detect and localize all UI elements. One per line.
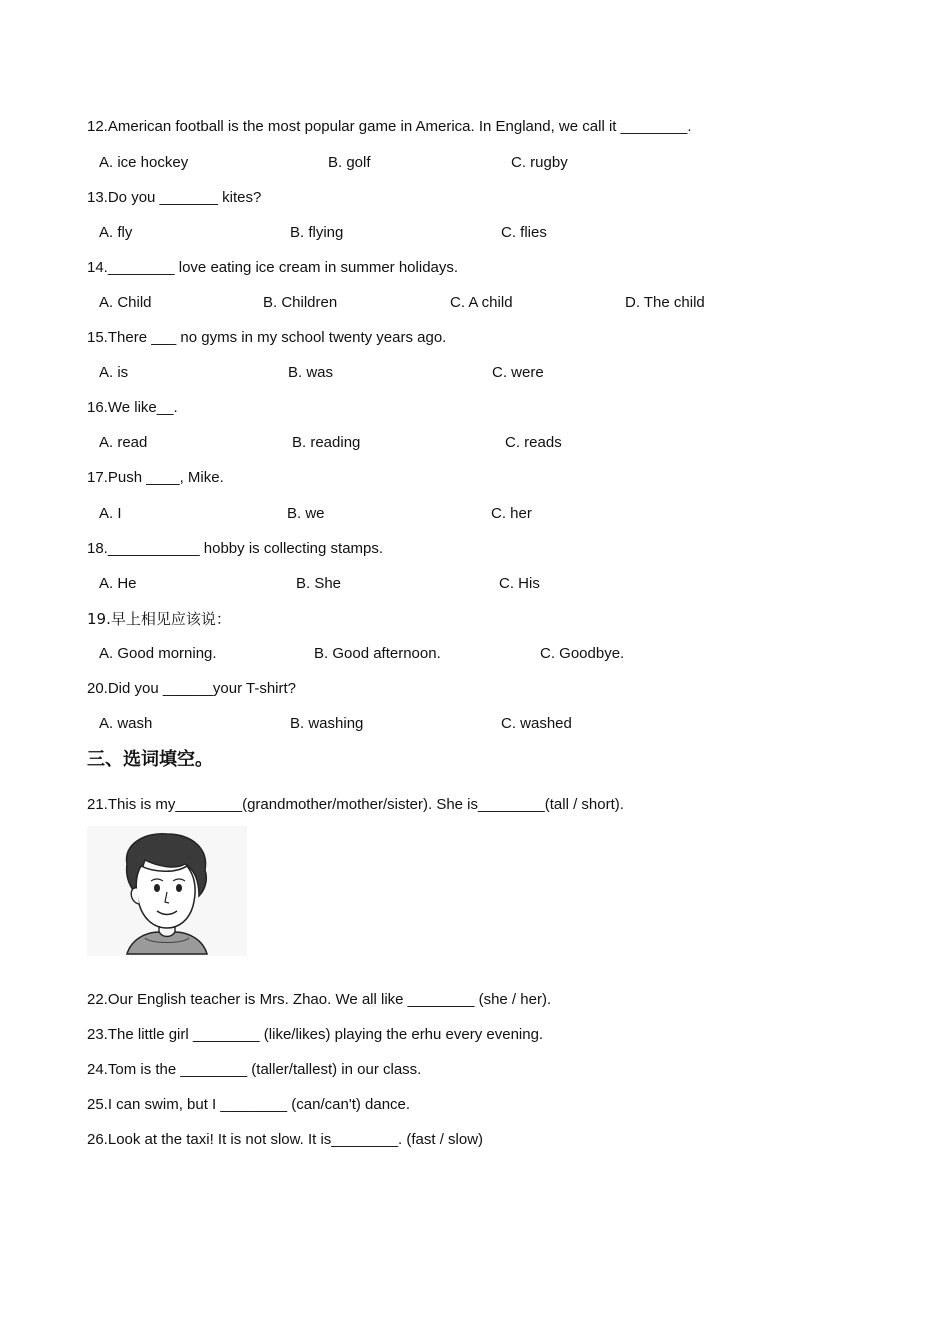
question-18: 18.___________ hobby is collecting stamps. [87, 540, 384, 557]
woman-portrait-icon [87, 826, 247, 956]
q18-option-b: B. She [296, 575, 342, 592]
q14-option-c: C. A child [450, 294, 513, 311]
question-20: 20.Did you ______your T-shirt? [87, 680, 297, 697]
q19-option-b: B. Good afternoon. [314, 645, 441, 662]
q20-option-b: B. washing [290, 715, 364, 732]
question-16: 16.We like__. [87, 399, 178, 416]
q16-option-b: B. reading [292, 434, 361, 451]
q14-option-d: D. The child [625, 294, 705, 311]
question-22: 22.Our English teacher is Mrs. Zhao. We all like ________ (she / her). [87, 991, 552, 1008]
q14-option-b: B. Children [263, 294, 338, 311]
question-14: 14.________ love eating ice cream in summer holidays. [87, 259, 459, 276]
q20-option-c: C. washed [501, 715, 572, 732]
q12-option-c: C. rugby [511, 154, 568, 171]
q15-option-a: A. is [99, 364, 129, 381]
q14-option-a: A. Child [99, 294, 152, 311]
q12-option-b: B. golf [328, 154, 371, 171]
question-23: 23.The little girl ________ (like/likes) playing the erhu every evening. [87, 1026, 544, 1043]
question-21: 21.This is my________(grandmother/mother/sister). She is________(tall / short). [87, 796, 624, 813]
question-12: 12.American football is the most popular game in America. In England, we call it ________. [87, 118, 692, 135]
question-15: 15.There ___ no gyms in my school twenty years ago. [87, 329, 447, 346]
q12-option-a: A. ice hockey [99, 154, 189, 171]
q17-option-c: C. her [491, 505, 532, 522]
question-19: 19.早上相见应该说： [87, 610, 231, 628]
question-13: 13.Do you _______ kites? [87, 189, 262, 206]
q18-option-c: C. His [499, 575, 540, 592]
q17-option-a: A. I [99, 505, 122, 522]
question-17: 17.Push ____, Mike. [87, 469, 224, 486]
q13-option-a: A. fly [99, 224, 133, 241]
q15-option-c: C. were [492, 364, 544, 381]
q20-option-a: A. wash [99, 715, 153, 732]
q16-option-c: C. reads [505, 434, 562, 451]
q16-option-a: A. read [99, 434, 148, 451]
q13-option-c: C. flies [501, 224, 547, 241]
q15-option-b: B. was [288, 364, 334, 381]
section-3-heading: 三、选词填空。 [87, 749, 213, 770]
question-24: 24.Tom is the ________ (taller/tallest) in our class. [87, 1061, 422, 1078]
question-26: 26.Look at the taxi! It is not slow. It is________. (fast / slow) [87, 1131, 484, 1148]
question-25: 25.I can swim, but I ________ (can/can't) dance. [87, 1096, 411, 1113]
q19-option-c: C. Goodbye. [540, 645, 625, 662]
q19-option-a: A. Good morning. [99, 645, 217, 662]
q17-option-b: B. we [287, 505, 325, 522]
q18-option-a: A. He [99, 575, 137, 592]
q13-option-b: B. flying [290, 224, 344, 241]
